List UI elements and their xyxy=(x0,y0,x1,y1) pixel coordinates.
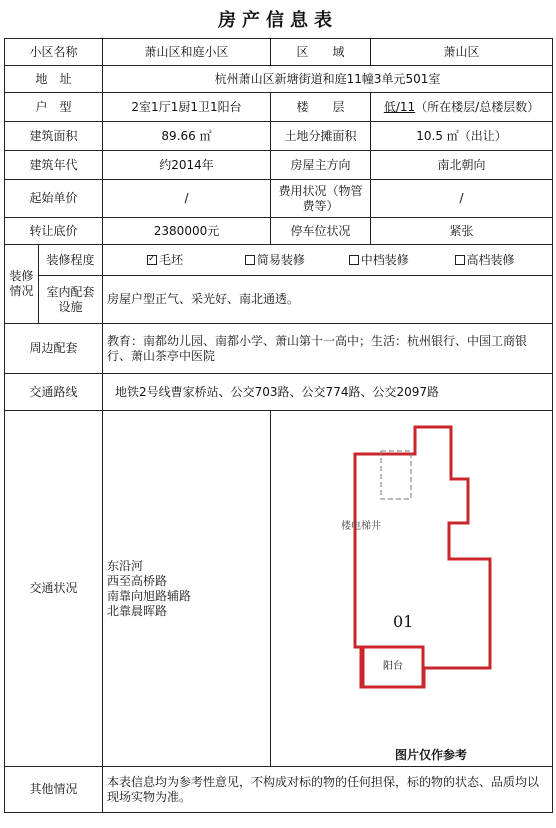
checkbox-checked-icon xyxy=(147,255,157,265)
transfer-label: 转让底价 xyxy=(5,218,103,245)
row-layout xyxy=(5,93,553,122)
traffic-status-label: 交通状况 xyxy=(5,411,103,767)
row-transfer xyxy=(5,218,553,245)
parking-value: 紧张 xyxy=(371,218,553,245)
surroundings-label: 周边配套 xyxy=(5,324,103,374)
traffic-south: 南靠向旭路辅路 xyxy=(107,588,192,603)
property-info-table xyxy=(4,38,553,813)
traffic-route-value: 地铁2号线曹家桥站、公交703路、公交774路、公交2097路 xyxy=(103,374,553,411)
floor-level: 低/11 xyxy=(383,99,416,114)
floorplan-cell xyxy=(271,411,553,767)
traffic-status-lines xyxy=(103,411,271,767)
checkbox-icon xyxy=(245,255,255,265)
floorplan-outline xyxy=(355,427,490,687)
balcony-label: 阳台 xyxy=(383,661,404,672)
checkbox-icon xyxy=(455,255,465,265)
row-price xyxy=(5,180,553,218)
layout-label: 户 型 xyxy=(5,93,103,122)
land-area-value: 10.5 ㎡（出让） xyxy=(371,122,553,151)
floorplan-image xyxy=(275,411,553,766)
row-traffic-route xyxy=(5,374,553,411)
decor-group-label: 装修情况 xyxy=(5,245,39,324)
fee-value: / xyxy=(371,180,553,218)
orientation-value: 南北朝向 xyxy=(371,151,553,180)
area-value: 89.66 ㎡ xyxy=(103,122,271,151)
row-community xyxy=(5,39,553,66)
parking-label: 停车位状况 xyxy=(271,218,371,245)
year-label: 建筑年代 xyxy=(5,151,103,180)
address-label: 地 址 xyxy=(5,66,103,93)
layout-value: 2室1厅1厨1卫1阳台 xyxy=(103,93,271,122)
unit-price-label: 起始单价 xyxy=(5,180,103,218)
decor-option-1: ✓ 毛坯 xyxy=(147,253,183,268)
traffic-north: 北靠晨晖路 xyxy=(107,603,168,618)
other-label: 其他情况 xyxy=(5,767,103,813)
community-label: 小区名称 xyxy=(5,39,103,66)
elevator-label: 楼电梯井 xyxy=(341,521,382,532)
year-value: 约2014年 xyxy=(103,151,271,180)
row-area xyxy=(5,122,553,151)
row-decor-level xyxy=(5,245,553,276)
land-area-label: 土地分摊面积 xyxy=(271,122,371,151)
facility-value: 房屋户型正气、采光好、南北通透。 xyxy=(103,276,553,324)
floor-value xyxy=(371,93,553,122)
floor-label: 楼 层 xyxy=(271,93,371,122)
row-traffic-status xyxy=(5,411,553,767)
unit-price-value: / xyxy=(103,180,271,218)
decor-option-2: 简易装修 xyxy=(245,253,305,268)
district-value: 萧山区 xyxy=(371,39,553,66)
elevator-shaft-outline xyxy=(381,451,411,499)
unit-number: 01 xyxy=(393,612,414,631)
decor-option-3: 中档装修 xyxy=(349,253,409,268)
surroundings-value: 教育：南都幼儿园、南都小学、萧山第十一高中；生活：杭州银行、中国工商银行、萧山茶亭中医院 xyxy=(103,324,553,374)
image-caption: 图片仅作参考 xyxy=(395,748,468,762)
row-address xyxy=(5,66,553,93)
floor-note: （所在楼层/总楼层数） xyxy=(415,99,540,114)
page-title: 房产信息表 xyxy=(218,10,338,31)
traffic-west: 西至高桥路 xyxy=(107,573,168,588)
row-other xyxy=(5,767,553,813)
decor-option-4: 高档装修 xyxy=(455,253,515,268)
fee-label: 费用状况（物管费等） xyxy=(271,180,371,218)
decor-level-label: 装修程度 xyxy=(39,245,103,276)
decor-options xyxy=(103,245,553,276)
row-surroundings xyxy=(5,324,553,374)
checkbox-icon xyxy=(349,255,359,265)
other-value: 本表信息均为参考性意见，不构成对标的物的任何担保，标的物的状态、品质均以现场实物为准。 xyxy=(103,767,553,813)
address-value: 杭州萧山区新塘街道和庭11幢3单元501室 xyxy=(103,66,553,93)
transfer-value: 2380000元 xyxy=(103,218,271,245)
orientation-label: 房屋主方向 xyxy=(271,151,371,180)
traffic-route-label: 交通路线 xyxy=(5,374,103,411)
area-label: 建筑面积 xyxy=(5,122,103,151)
facility-label: 室内配套设施 xyxy=(39,276,103,324)
community-value: 萧山区和庭小区 xyxy=(103,39,271,66)
row-facility xyxy=(5,276,553,324)
district-label: 区 域 xyxy=(271,39,371,66)
traffic-east: 东沿河 xyxy=(107,558,144,573)
row-year xyxy=(5,151,553,180)
